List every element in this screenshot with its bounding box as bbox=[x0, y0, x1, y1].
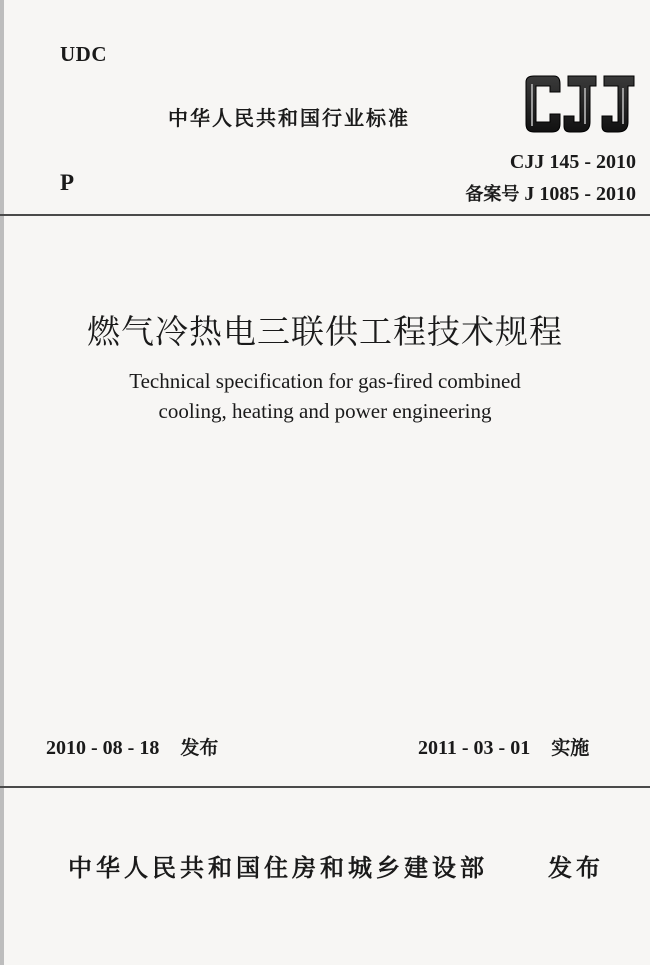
bottom-divider bbox=[0, 786, 650, 788]
title-chinese: 燃气冷热电三联供工程技术规程 bbox=[87, 312, 563, 351]
top-divider bbox=[0, 214, 650, 216]
standard-type-heading: 中华人民共和国行业标准 bbox=[168, 106, 410, 130]
implementation-date: 2011 - 03 - 01 bbox=[418, 737, 531, 759]
record-number bbox=[465, 180, 636, 206]
cjj-logo-graphic bbox=[518, 72, 638, 138]
issue-date: 2010 - 08 - 18 bbox=[46, 737, 160, 759]
implementation-date-block bbox=[418, 733, 589, 760]
classification-code: P bbox=[60, 170, 75, 195]
publisher-name: 中华人民共和国住房和城乡建设部 bbox=[68, 854, 488, 882]
udc-label: UDC bbox=[60, 42, 107, 66]
implementation-action: 实施 bbox=[551, 737, 590, 759]
record-number-label: 备案号 bbox=[465, 184, 520, 205]
issue-action: 发布 bbox=[180, 737, 219, 759]
cjj-logo bbox=[518, 72, 638, 138]
title-english bbox=[0, 366, 650, 426]
standard-number: CJJ 145 - 2010 bbox=[509, 151, 636, 173]
issue-date-block bbox=[46, 733, 218, 760]
page-edge-shadow bbox=[0, 0, 4, 965]
title-english-line-1: Technical specification for gas-fired combined bbox=[129, 369, 521, 393]
title-english-line-2: cooling, heating and power engineering bbox=[158, 399, 492, 423]
record-number-value: J 1085 - 2010 bbox=[524, 183, 636, 205]
publisher-action: 发布 bbox=[548, 854, 604, 882]
